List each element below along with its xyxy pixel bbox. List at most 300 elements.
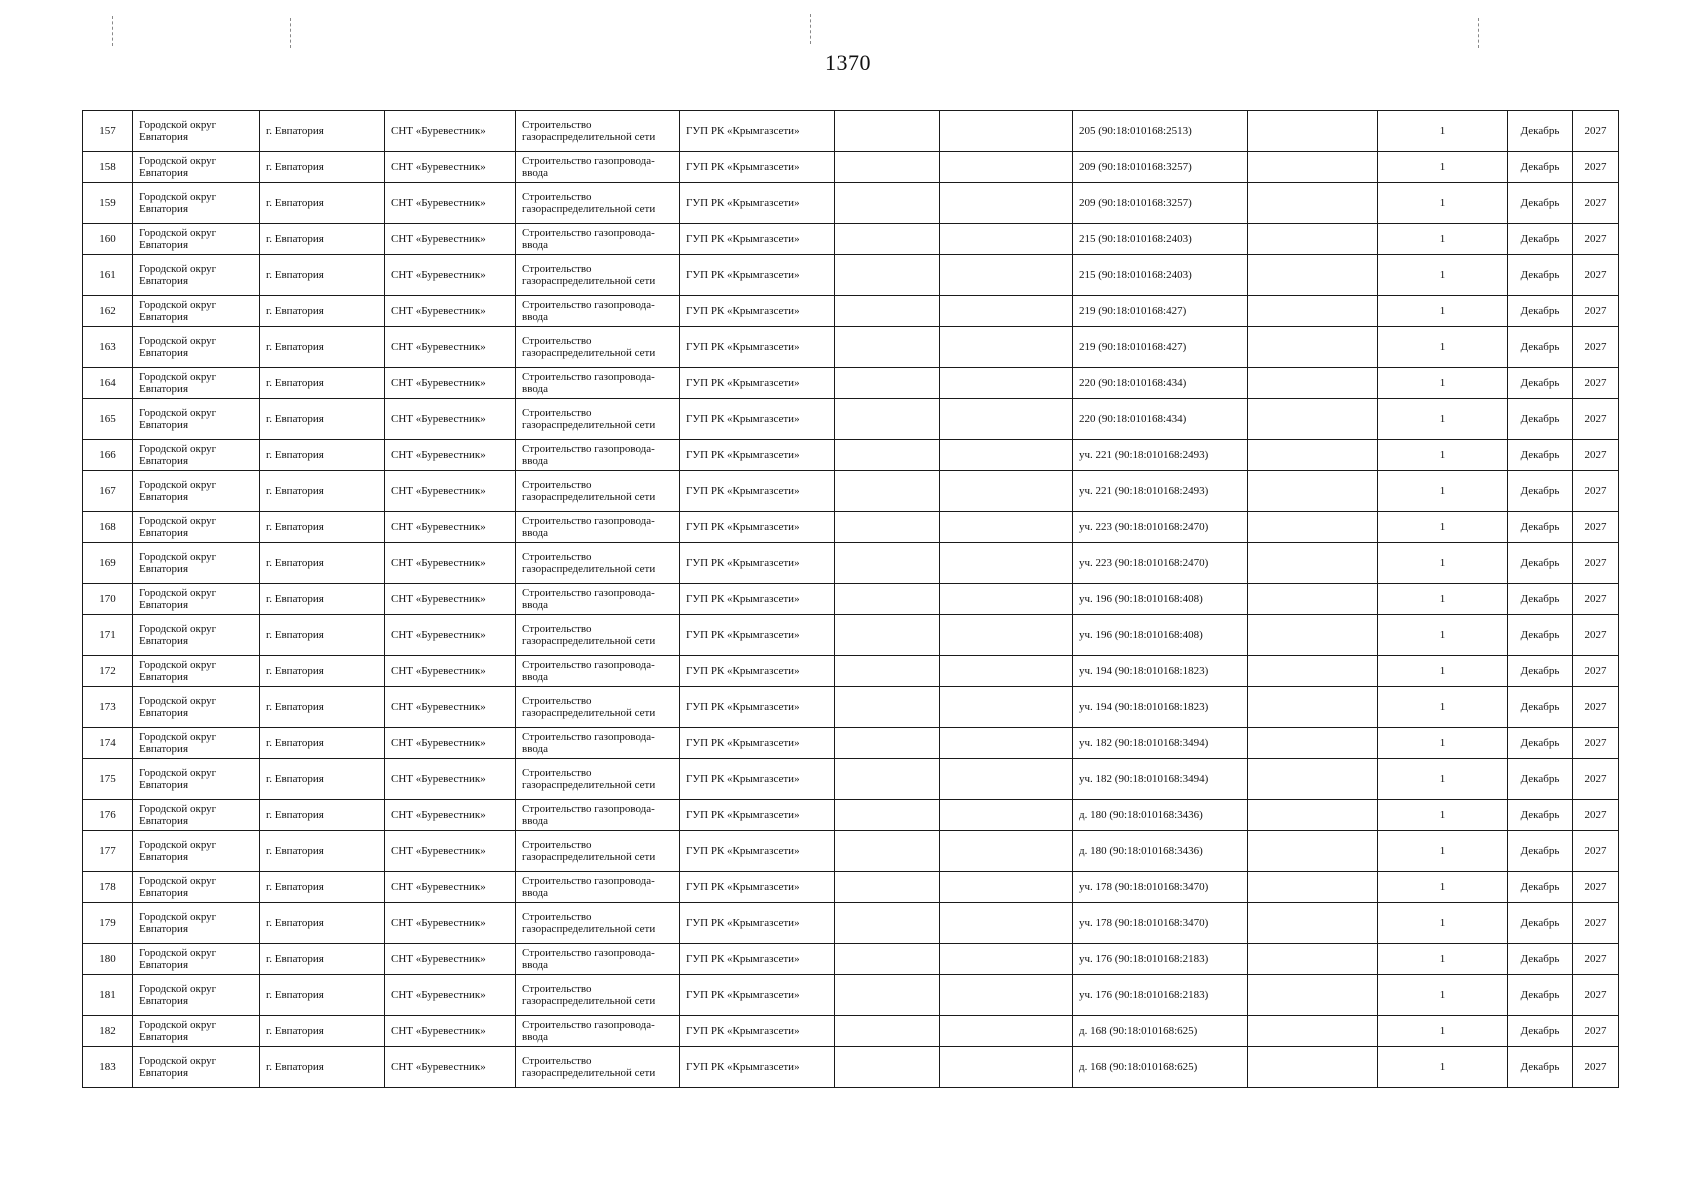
year-cell: 2027 [1573, 399, 1619, 440]
table-row [83, 368, 1619, 399]
month-cell: Декабрь [1508, 1016, 1573, 1047]
empty-cell [835, 399, 940, 440]
district-cell: Городской округ Евпатория [133, 656, 260, 687]
empty-cell [835, 543, 940, 584]
empty-cell [835, 368, 940, 399]
snt-cell: СНТ «Буревестник» [385, 903, 516, 944]
row-number: 176 [83, 800, 133, 831]
city-cell: г. Евпатория [260, 152, 385, 183]
table-row [83, 296, 1619, 327]
empty-cell [1248, 944, 1378, 975]
empty-cell [1248, 327, 1378, 368]
snt-cell: СНТ «Буревестник» [385, 759, 516, 800]
register-table [82, 110, 1619, 1088]
register-rows [83, 111, 1619, 1088]
empty-cell [940, 368, 1073, 399]
empty-cell [940, 1016, 1073, 1047]
month-cell: Декабрь [1508, 471, 1573, 512]
district-cell: Городской округ Евпатория [133, 872, 260, 903]
month-cell: Декабрь [1508, 1047, 1573, 1088]
snt-cell: СНТ «Буревестник» [385, 111, 516, 152]
cadastral-number-cell: 209 (90:18:010168:3257) [1073, 152, 1248, 183]
district-cell: Городской округ Евпатория [133, 800, 260, 831]
empty-cell [1248, 255, 1378, 296]
snt-cell: СНТ «Буревестник» [385, 327, 516, 368]
empty-cell [835, 255, 940, 296]
quantity-cell: 1 [1378, 224, 1508, 255]
snt-cell: СНТ «Буревестник» [385, 831, 516, 872]
empty-cell [1248, 759, 1378, 800]
table-row [83, 224, 1619, 255]
city-cell: г. Евпатория [260, 543, 385, 584]
city-cell: г. Евпатория [260, 903, 385, 944]
empty-cell [835, 584, 940, 615]
organization-cell: ГУП РК «Крымгазсети» [680, 944, 835, 975]
city-cell: г. Евпатория [260, 368, 385, 399]
year-cell: 2027 [1573, 975, 1619, 1016]
empty-cell [1248, 903, 1378, 944]
empty-cell [1248, 152, 1378, 183]
organization-cell: ГУП РК «Крымгазсети» [680, 327, 835, 368]
organization-cell: ГУП РК «Крымгазсети» [680, 296, 835, 327]
cadastral-number-cell: д. 180 (90:18:010168:3436) [1073, 800, 1248, 831]
quantity-cell: 1 [1378, 800, 1508, 831]
empty-cell [940, 831, 1073, 872]
empty-cell [835, 615, 940, 656]
work-type-cell: Строительство газопровода-ввода [516, 224, 680, 255]
quantity-cell: 1 [1378, 728, 1508, 759]
row-number: 182 [83, 1016, 133, 1047]
empty-cell [940, 224, 1073, 255]
work-type-cell: Строительство газопровода-ввода [516, 152, 680, 183]
city-cell: г. Евпатория [260, 255, 385, 296]
snt-cell: СНТ «Буревестник» [385, 399, 516, 440]
city-cell: г. Евпатория [260, 296, 385, 327]
row-number: 164 [83, 368, 133, 399]
empty-cell [940, 471, 1073, 512]
year-cell: 2027 [1573, 615, 1619, 656]
empty-cell [835, 872, 940, 903]
year-cell: 2027 [1573, 543, 1619, 584]
district-cell: Городской округ Евпатория [133, 584, 260, 615]
row-number: 183 [83, 1047, 133, 1088]
snt-cell: СНТ «Буревестник» [385, 512, 516, 543]
empty-cell [835, 1047, 940, 1088]
empty-cell [940, 440, 1073, 471]
quantity-cell: 1 [1378, 831, 1508, 872]
month-cell: Декабрь [1508, 975, 1573, 1016]
table-row [83, 800, 1619, 831]
empty-cell [835, 903, 940, 944]
district-cell: Городской округ Евпатория [133, 759, 260, 800]
table-row [83, 615, 1619, 656]
snt-cell: СНТ «Буревестник» [385, 800, 516, 831]
empty-cell [835, 656, 940, 687]
city-cell: г. Евпатория [260, 872, 385, 903]
quantity-cell: 1 [1378, 543, 1508, 584]
city-cell: г. Евпатория [260, 111, 385, 152]
row-number: 167 [83, 471, 133, 512]
organization-cell: ГУП РК «Крымгазсети» [680, 831, 835, 872]
quantity-cell: 1 [1378, 152, 1508, 183]
snt-cell: СНТ «Буревестник» [385, 975, 516, 1016]
district-cell: Городской округ Евпатория [133, 183, 260, 224]
snt-cell: СНТ «Буревестник» [385, 368, 516, 399]
table-row [83, 183, 1619, 224]
table-row [83, 543, 1619, 584]
organization-cell: ГУП РК «Крымгазсети» [680, 872, 835, 903]
snt-cell: СНТ «Буревестник» [385, 944, 516, 975]
empty-cell [835, 759, 940, 800]
district-cell: Городской округ Евпатория [133, 224, 260, 255]
empty-cell [940, 656, 1073, 687]
row-number: 175 [83, 759, 133, 800]
empty-cell [1248, 543, 1378, 584]
empty-cell [835, 687, 940, 728]
empty-cell [1248, 656, 1378, 687]
empty-cell [835, 944, 940, 975]
empty-cell [1248, 512, 1378, 543]
city-cell: г. Евпатория [260, 831, 385, 872]
row-number: 173 [83, 687, 133, 728]
row-number: 159 [83, 183, 133, 224]
quantity-cell: 1 [1378, 471, 1508, 512]
quantity-cell: 1 [1378, 615, 1508, 656]
row-number: 177 [83, 831, 133, 872]
year-cell: 2027 [1573, 368, 1619, 399]
work-type-cell: Строительство газопровода-ввода [516, 800, 680, 831]
empty-cell [835, 975, 940, 1016]
row-number: 180 [83, 944, 133, 975]
empty-cell [835, 728, 940, 759]
cadastral-number-cell: 215 (90:18:010168:2403) [1073, 224, 1248, 255]
empty-cell [940, 800, 1073, 831]
cadastral-number-cell: д. 168 (90:18:010168:625) [1073, 1016, 1248, 1047]
district-cell: Городской округ Евпатория [133, 368, 260, 399]
district-cell: Городской округ Евпатория [133, 296, 260, 327]
empty-cell [835, 183, 940, 224]
empty-cell [1248, 399, 1378, 440]
empty-cell [940, 903, 1073, 944]
empty-cell [1248, 687, 1378, 728]
quantity-cell: 1 [1378, 111, 1508, 152]
district-cell: Городской округ Евпатория [133, 944, 260, 975]
month-cell: Декабрь [1508, 615, 1573, 656]
empty-cell [940, 327, 1073, 368]
organization-cell: ГУП РК «Крымгазсети» [680, 224, 835, 255]
organization-cell: ГУП РК «Крымгазсети» [680, 975, 835, 1016]
empty-cell [940, 975, 1073, 1016]
table-row [83, 399, 1619, 440]
snt-cell: СНТ «Буревестник» [385, 440, 516, 471]
scan-artifact [810, 14, 811, 44]
city-cell: г. Евпатория [260, 759, 385, 800]
cadastral-number-cell: уч. 196 (90:18:010168:408) [1073, 615, 1248, 656]
city-cell: г. Евпатория [260, 183, 385, 224]
empty-cell [940, 543, 1073, 584]
empty-cell [940, 183, 1073, 224]
district-cell: Городской округ Евпатория [133, 111, 260, 152]
organization-cell: ГУП РК «Крымгазсети» [680, 584, 835, 615]
organization-cell: ГУП РК «Крымгазсети» [680, 656, 835, 687]
empty-cell [1248, 296, 1378, 327]
empty-cell [940, 399, 1073, 440]
organization-cell: ГУП РК «Крымгазсети» [680, 728, 835, 759]
cadastral-number-cell: уч. 178 (90:18:010168:3470) [1073, 872, 1248, 903]
organization-cell: ГУП РК «Крымгазсети» [680, 903, 835, 944]
cadastral-number-cell: уч. 221 (90:18:010168:2493) [1073, 471, 1248, 512]
scan-artifact [1478, 18, 1479, 48]
work-type-cell: Строительство газораспределительной сети [516, 831, 680, 872]
table-row [83, 759, 1619, 800]
city-cell: г. Евпатория [260, 687, 385, 728]
empty-cell [940, 512, 1073, 543]
register-sheet [82, 110, 1618, 1088]
quantity-cell: 1 [1378, 584, 1508, 615]
organization-cell: ГУП РК «Крымгазсети» [680, 687, 835, 728]
row-number: 161 [83, 255, 133, 296]
row-number: 178 [83, 872, 133, 903]
table-row [83, 831, 1619, 872]
empty-cell [940, 687, 1073, 728]
year-cell: 2027 [1573, 255, 1619, 296]
year-cell: 2027 [1573, 512, 1619, 543]
year-cell: 2027 [1573, 687, 1619, 728]
month-cell: Декабрь [1508, 872, 1573, 903]
year-cell: 2027 [1573, 759, 1619, 800]
scan-artifact [112, 16, 113, 46]
month-cell: Декабрь [1508, 687, 1573, 728]
city-cell: г. Евпатория [260, 800, 385, 831]
empty-cell [940, 111, 1073, 152]
table-row [83, 975, 1619, 1016]
quantity-cell: 1 [1378, 296, 1508, 327]
quantity-cell: 1 [1378, 975, 1508, 1016]
quantity-cell: 1 [1378, 368, 1508, 399]
organization-cell: ГУП РК «Крымгазсети» [680, 759, 835, 800]
district-cell: Городской округ Евпатория [133, 975, 260, 1016]
month-cell: Декабрь [1508, 111, 1573, 152]
year-cell: 2027 [1573, 183, 1619, 224]
empty-cell [835, 831, 940, 872]
snt-cell: СНТ «Буревестник» [385, 543, 516, 584]
empty-cell [940, 944, 1073, 975]
row-number: 171 [83, 615, 133, 656]
empty-cell [835, 111, 940, 152]
work-type-cell: Строительство газопровода-ввода [516, 440, 680, 471]
cadastral-number-cell: уч. 178 (90:18:010168:3470) [1073, 903, 1248, 944]
empty-cell [940, 615, 1073, 656]
cadastral-number-cell: уч. 194 (90:18:010168:1823) [1073, 687, 1248, 728]
work-type-cell: Строительство газораспределительной сети [516, 1047, 680, 1088]
empty-cell [835, 471, 940, 512]
table-row [83, 1047, 1619, 1088]
row-number: 170 [83, 584, 133, 615]
table-row [83, 656, 1619, 687]
cadastral-number-cell: д. 168 (90:18:010168:625) [1073, 1047, 1248, 1088]
empty-cell [1248, 831, 1378, 872]
empty-cell [940, 1047, 1073, 1088]
year-cell: 2027 [1573, 903, 1619, 944]
cadastral-number-cell: 215 (90:18:010168:2403) [1073, 255, 1248, 296]
empty-cell [940, 759, 1073, 800]
work-type-cell: Строительство газопровода-ввода [516, 296, 680, 327]
organization-cell: ГУП РК «Крымгазсети» [680, 543, 835, 584]
quantity-cell: 1 [1378, 512, 1508, 543]
month-cell: Декабрь [1508, 584, 1573, 615]
organization-cell: ГУП РК «Крымгазсети» [680, 111, 835, 152]
city-cell: г. Евпатория [260, 728, 385, 759]
empty-cell [940, 296, 1073, 327]
snt-cell: СНТ «Буревестник» [385, 584, 516, 615]
snt-cell: СНТ «Буревестник» [385, 471, 516, 512]
quantity-cell: 1 [1378, 759, 1508, 800]
snt-cell: СНТ «Буревестник» [385, 1047, 516, 1088]
empty-cell [1248, 584, 1378, 615]
work-type-cell: Строительство газопровода-ввода [516, 656, 680, 687]
empty-cell [1248, 471, 1378, 512]
district-cell: Городской округ Евпатория [133, 152, 260, 183]
quantity-cell: 1 [1378, 944, 1508, 975]
work-type-cell: Строительство газораспределительной сети [516, 543, 680, 584]
district-cell: Городской округ Евпатория [133, 687, 260, 728]
cadastral-number-cell: уч. 223 (90:18:010168:2470) [1073, 543, 1248, 584]
month-cell: Декабрь [1508, 543, 1573, 584]
month-cell: Декабрь [1508, 255, 1573, 296]
work-type-cell: Строительство газораспределительной сети [516, 183, 680, 224]
empty-cell [835, 440, 940, 471]
snt-cell: СНТ «Буревестник» [385, 687, 516, 728]
work-type-cell: Строительство газопровода-ввода [516, 368, 680, 399]
month-cell: Декабрь [1508, 903, 1573, 944]
empty-cell [1248, 224, 1378, 255]
work-type-cell: Строительство газораспределительной сети [516, 111, 680, 152]
row-number: 168 [83, 512, 133, 543]
cadastral-number-cell: 219 (90:18:010168:427) [1073, 296, 1248, 327]
organization-cell: ГУП РК «Крымгазсети» [680, 399, 835, 440]
organization-cell: ГУП РК «Крымгазсети» [680, 255, 835, 296]
empty-cell [940, 152, 1073, 183]
empty-cell [835, 296, 940, 327]
table-row [83, 872, 1619, 903]
month-cell: Декабрь [1508, 656, 1573, 687]
organization-cell: ГУП РК «Крымгазсети» [680, 440, 835, 471]
district-cell: Городской округ Евпатория [133, 440, 260, 471]
month-cell: Декабрь [1508, 368, 1573, 399]
empty-cell [1248, 800, 1378, 831]
year-cell: 2027 [1573, 327, 1619, 368]
cadastral-number-cell: уч. 221 (90:18:010168:2493) [1073, 440, 1248, 471]
cadastral-number-cell: 205 (90:18:010168:2513) [1073, 111, 1248, 152]
work-type-cell: Строительство газораспределительной сети [516, 615, 680, 656]
month-cell: Декабрь [1508, 800, 1573, 831]
month-cell: Декабрь [1508, 512, 1573, 543]
empty-cell [1248, 368, 1378, 399]
quantity-cell: 1 [1378, 903, 1508, 944]
organization-cell: ГУП РК «Крымгазсети» [680, 615, 835, 656]
city-cell: г. Евпатория [260, 615, 385, 656]
year-cell: 2027 [1573, 584, 1619, 615]
empty-cell [1248, 1016, 1378, 1047]
work-type-cell: Строительство газораспределительной сети [516, 471, 680, 512]
work-type-cell: Строительство газопровода-ввода [516, 584, 680, 615]
cadastral-number-cell: уч. 182 (90:18:010168:3494) [1073, 759, 1248, 800]
empty-cell [940, 584, 1073, 615]
work-type-cell: Строительство газораспределительной сети [516, 975, 680, 1016]
quantity-cell: 1 [1378, 1047, 1508, 1088]
city-cell: г. Евпатория [260, 399, 385, 440]
district-cell: Городской округ Евпатория [133, 543, 260, 584]
year-cell: 2027 [1573, 111, 1619, 152]
month-cell: Декабрь [1508, 831, 1573, 872]
quantity-cell: 1 [1378, 183, 1508, 224]
snt-cell: СНТ «Буревестник» [385, 1016, 516, 1047]
empty-cell [1248, 1047, 1378, 1088]
table-row [83, 152, 1619, 183]
table-row [83, 255, 1619, 296]
organization-cell: ГУП РК «Крымгазсети» [680, 1047, 835, 1088]
table-row [83, 512, 1619, 543]
snt-cell: СНТ «Буревестник» [385, 183, 516, 224]
empty-cell [1248, 615, 1378, 656]
year-cell: 2027 [1573, 656, 1619, 687]
year-cell: 2027 [1573, 728, 1619, 759]
cadastral-number-cell: уч. 194 (90:18:010168:1823) [1073, 656, 1248, 687]
row-number: 162 [83, 296, 133, 327]
work-type-cell: Строительство газопровода-ввода [516, 872, 680, 903]
empty-cell [1248, 728, 1378, 759]
row-number: 174 [83, 728, 133, 759]
snt-cell: СНТ «Буревестник» [385, 296, 516, 327]
district-cell: Городской округ Евпатория [133, 831, 260, 872]
empty-cell [1248, 975, 1378, 1016]
snt-cell: СНТ «Буревестник» [385, 152, 516, 183]
month-cell: Декабрь [1508, 944, 1573, 975]
cadastral-number-cell: уч. 196 (90:18:010168:408) [1073, 584, 1248, 615]
quantity-cell: 1 [1378, 327, 1508, 368]
cadastral-number-cell: 220 (90:18:010168:434) [1073, 368, 1248, 399]
city-cell: г. Евпатория [260, 512, 385, 543]
row-number: 165 [83, 399, 133, 440]
year-cell: 2027 [1573, 296, 1619, 327]
table-row [83, 111, 1619, 152]
city-cell: г. Евпатория [260, 975, 385, 1016]
quantity-cell: 1 [1378, 399, 1508, 440]
empty-cell [940, 728, 1073, 759]
page-number: 1370 [825, 50, 871, 75]
month-cell: Декабрь [1508, 440, 1573, 471]
city-cell: г. Евпатория [260, 944, 385, 975]
row-number: 169 [83, 543, 133, 584]
month-cell: Декабрь [1508, 224, 1573, 255]
cadastral-number-cell: уч. 182 (90:18:010168:3494) [1073, 728, 1248, 759]
city-cell: г. Евпатория [260, 1016, 385, 1047]
district-cell: Городской округ Евпатория [133, 471, 260, 512]
snt-cell: СНТ «Буревестник» [385, 255, 516, 296]
cadastral-number-cell: уч. 176 (90:18:010168:2183) [1073, 975, 1248, 1016]
work-type-cell: Строительство газораспределительной сети [516, 759, 680, 800]
row-number: 163 [83, 327, 133, 368]
year-cell: 2027 [1573, 224, 1619, 255]
row-number: 158 [83, 152, 133, 183]
district-cell: Городской округ Евпатория [133, 399, 260, 440]
empty-cell [835, 152, 940, 183]
year-cell: 2027 [1573, 471, 1619, 512]
table-row [83, 728, 1619, 759]
year-cell: 2027 [1573, 872, 1619, 903]
district-cell: Городской округ Евпатория [133, 1016, 260, 1047]
city-cell: г. Евпатория [260, 584, 385, 615]
